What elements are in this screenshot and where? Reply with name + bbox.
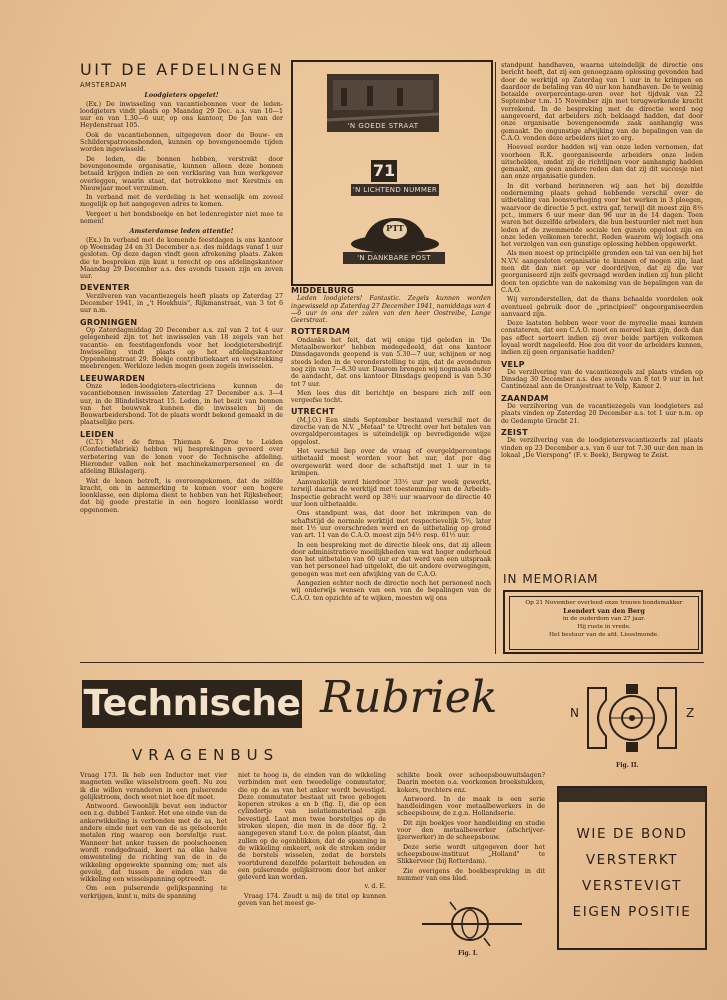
paragraph: De leden, die bonnen hebben, verstrekt door bovengenoemde organisatie, kunnen alleen deze bonnen betaald krijgen indien ze een verklaring van hun werkgever overleggen, waarin staat, dat betrokkene met Kerstmis en Nieuwjaar moet verzuimen. <box>80 155 283 192</box>
paragraph: schikte boek over scheepsbouwuitslagen? Daarin moeten o.a. voorkomen broekstukken, kokers, trechters enz. <box>397 772 545 794</box>
paragraph: Antwoord. In de maak is een serie handleidingen voor metaalbewerkers in de scheepsbouw, de z.g.n. Hollandserie. <box>397 795 545 818</box>
slogan-box <box>557 786 707 950</box>
city-heading: VELP <box>501 359 525 369</box>
paragraph: Men lees dus dit berichtje en bespare zich zelf een vergeefse tocht. <box>291 389 491 405</box>
paragraph: Vraag 174. Zoudt u mij de titel op kunnen geven van het meest ge- <box>238 892 386 908</box>
fig2-pole-n: N <box>570 706 579 720</box>
vragenbus-subtitle: VRAGENBUS <box>132 746 280 764</box>
memoriam-line: Op 21 November overleed onze trouwe bondsmakker <box>525 600 683 606</box>
section-heading: Amsterdamse leden attentie! <box>129 227 234 236</box>
memoriam-title: IN MEMORIAM <box>503 572 599 586</box>
column-divider <box>495 62 496 654</box>
city-heading: GRONINGEN <box>80 317 138 327</box>
slogan-line: VERSTERKT <box>585 852 679 868</box>
advertisement-box <box>291 60 493 286</box>
city-heading: LEEUWARDEN <box>80 373 146 383</box>
city-heading: ZAANDAM <box>501 393 549 403</box>
paragraph: Op Zaterdagmiddag 20 December a.s. zal van 2 tot 4 uur gelegenheid zijn tot het inwisselen van 18 zegels van het vacantie- en feestdagenfonds voor het loodgietersbedrijf. Inwisseling vindt plaats op het afdelingskantoor Oppenheimstraat 29. Boekje contributiekaart en verstrekking meebrengen. Werkloze leden mogen geen zegels inwisselen. <box>80 326 283 371</box>
paragraph: (M.J.O.) Een sinds September bestaand verschil met de directie van de N.V. „Metaal" te Utrecht over het betalen van overgaldpercentages is uiteindelijk op bevredigende wijze opgelost. <box>291 416 491 446</box>
number-badge: 71 <box>372 161 396 180</box>
paragraph: Het verschil liep over de vraag of overgeldpercentage uitbetaald moest worden voor het uur, dat per dag overgewerkt werd door de schaftstijd met 1 uur in te krimpen. <box>291 447 491 477</box>
paragraph: Antwoord. Gewoonlijk bevat een inductor een z.g. dubbel T-anker. Het ene einde van de ankerwikkeling is verbonden met de as, het andere einde met een van de as geïsoleerde metalen ring waarop een borsteltje rust. Wanneer het anker tussen de poolschoenen wordt rondgedraaid, keert na elke halve omwenteling de richting van de in de wikkeling opgewekte spanning om; met als gevolg, dat tussen de einden van de wikkeling een wisselspanning optreedt. <box>80 803 227 884</box>
commutator-diagram <box>580 680 684 756</box>
paragraph: Deze serie wordt uitgegeven door het scheepsbouw-instituut „Holland" te Slikkerveer (bij Rotterdam). <box>397 843 545 866</box>
street-photo <box>327 74 439 132</box>
city-heading: MIDDELBURG <box>291 287 355 295</box>
city-heading: ROTTERDAM <box>291 327 351 337</box>
paragraph: Wat de lonen betreft, is overeengekomen, dat de zelfde kracht, om in aanmerking te komen voor een hogere loonklasse, een diploma dient te hebben van het Rijksbeheer, dat bij goede prestatie in een hogere loonklasse wordt opgenomen. <box>80 477 283 514</box>
ptt-badge: PTT <box>386 223 404 233</box>
paragraph: In dit verband herinneren wij aan het bij dezelfde onderneming plaats gehad hebbende verschil over de uitbetaling van loonsverhoging voor het werken in 3 ploegen, waarvoor de directie 5 pct. extra gaf, terwijl dit moest zijn 8⅓ pct., immers 6 uur meer dan 96 uur in de 14 dagen. Toen waren het dezelfde arbeiders, die hun bestuurder niet met hun leden af de zwemmende sociale ten gunste opgelost zijn en onze leden volkomen terecht. Reden waarom wij logisch ons het verzolgen van een gunstige oplossing hebben opgewerkt. <box>501 182 703 249</box>
memoriam-inner <box>509 596 699 650</box>
figure-caption: Fig. I. <box>458 950 478 957</box>
ad-caption: 'N DANKBARE POST <box>343 252 445 264</box>
commutator-sketch <box>420 900 524 948</box>
paragraph: Leden loodgieters! Fantastic. Zegels kunnen worden ingewisseld op Zaterdag 27 December 1941, namiddags van 4—6 uur in ons der zalen van den heer Oostreibe, Lange Geerstraat. <box>291 295 491 325</box>
paragraph: (Ex.) In verband met de komende feestdagen is ons kantoor op Woensdag 24 en 31 December a.s. des middags vanaf 1 uur gesloten. Op deze dagen vindt geen afrekening plaats. Zaken die te bespreken zijn kunt u terecht op ons afdelingskantoor Maandag 29 December a.s. des avonds tussen zijn en zeven uur. <box>80 236 283 281</box>
paragraph: Om een pulserende gelijkspanning te verkrijgen, kunt u, mits de spanning <box>80 885 227 900</box>
page-title: UIT DE AFDELINGEN <box>80 60 284 79</box>
paragraph: (Ex.) De inwisseling van vacantiebonnen voor de leden-loodgieters vindt plaats op Maandag 29 Dec. a.s. van 10—1 uur en van 1.30—6 uur, op ons kantoor, De Jan van der Heydenstraat 105. <box>80 100 283 130</box>
paragraph: Deze laatsten hebben weer voor de myreelie maai kunnen constateren, dat een C.A.O. moet en moreel kan zijn, doch dan pas effect sorteert indien zij over beide partijen volkomen loyaal wordt nageleefd. Hoe zou dit voor de arbeiders kunnen, indien zij geen organisatie hadden? <box>501 320 703 357</box>
ad-caption: 'N GOEDE STRAAT <box>347 122 419 130</box>
fig2-pole-z: Z <box>686 706 695 720</box>
memoriam-line: Het bestuur van de afd. Lisselmonde. <box>548 632 660 638</box>
left-column <box>80 82 283 654</box>
postman-cap-icon <box>349 214 441 256</box>
paragraph: standpunt handhaven, waarna uiteindelijk de directie ons bericht heeft, dat zij een genoegzaam oplossing gevonden had door de werktijd op Zaterdag van 1 uur in te krimpen en daardoor de betaling van 40 uur kon handhaven. De te weinig betaalde overpercentage-uren over het tijdvak van 22 September t.m. 15 November zijn met terugwerkende kracht verrekend. In de bespreking met de directie werd nog aangevoerd, dat arbeiders zich beklaagd hadden, dat door onze organisatie bovengenoemde zaak aanhangig was gemaakt. De ongunstige afwijking van de bepalingen van de C.A.O. vonden deze arbeiders niet zo erg. <box>501 62 703 142</box>
paragraph: Vergeet u het bondsboekje en het ledenregister niet mee te nemen! <box>80 210 283 226</box>
paragraph: Als men moest op principiële gronden een tal van een bij het N.V.V. aangesloten organisatie te kunnen of mogen zijn, laat men dit dan niet op ver doordrijven, dat zij die ver georganiseerd zijn zelfs gevraagd worden indien zij hun plicht doen ten opzichte van de nakoming van de bepalingen van de C.A.O. <box>501 250 703 294</box>
memoriam-line: Hij ruste in vrede. <box>577 624 631 630</box>
right-column <box>501 62 703 564</box>
paragraph: De verzilvering van de vacantiezegels van loodgieters zal plaats vinden op Zaterdag 20 December a.s. tot 1 uur n.m. op de Gedempte Gracht 21. <box>501 403 703 425</box>
city-heading: LEIDEN <box>80 429 115 439</box>
figure-2 <box>558 680 704 769</box>
signature: v. d. E. <box>364 883 386 891</box>
paragraph: (C.T.) Met de firma Thieman & Droe te Leiden (Confectiefabriek) hebben wij besprekingen gevoerd over verbetering van de lonen voor de Technische afdeling. Hieronder vallen ook het machinekamerpersoneel en de afdeling Blikslagerij. <box>80 439 283 476</box>
paragraph: De verzilvering van de loodgietersvacantiezerls zal plaats vinden op 23 December a.s. van 6 uur tot 7.30 uur den man in lokaal „De Vierspong" (F. v. Beek), Bergweg te Zeist. <box>501 437 703 459</box>
ad-caption: 'N LICHTEND NUMMER <box>352 186 438 194</box>
paragraph: Hoeveel eerder hadden wij van onze leden vernomen, dat voorheen R.K. georganiseerde arbeiders onze leden uitschelden, omdat zij de richtlijnen voor aanhangig hadden gemaakt, om geen andere reden dan dat zij dit succesje niet aan onze organisatie gunden. <box>501 144 703 181</box>
section-divider <box>80 662 704 663</box>
city-heading: ZEIST <box>501 427 528 437</box>
slogan-line: VERSTEVIGT <box>582 878 682 894</box>
paragraph: De verzilvering van de vacantiezegels zal plaats vinden op Dinsdag 30 December a.s. des avonds van 8 tot 9 uur in het Cantinezaal aan de Oranjestraat te Velp, Kamer 2. <box>501 368 703 391</box>
paragraph: Dit zijn boekjes voor handleiding en studie voor den metaalbewerker (afschrijver-ijzerwerker) in de scheepsbouw. <box>397 819 545 842</box>
paragraph: In een bespreking met de directie bleek ons, dat zij alleen door administratieve moeilijkheden van wat hoger onderhoud van het uitbetalen van 60 uur er dat werd van een uitspraak van het personeel had uitgelokt, die uit andere overwegingen, genegen was met een afwijking van de C.A.O. <box>291 541 491 578</box>
memoriam-line: in de ouderdom van 27 jaar. <box>562 616 646 622</box>
paragraph: Wij veronderstellen, dat de thans behaalde voordelen ook eventueel gebruik door de „principieel" ongeorganiseerden aanvaard zijn. <box>501 296 703 318</box>
section-heading: Loodgieters opgelet! <box>144 91 219 100</box>
paragraph: Zie overigens de boekbespreking in dit nummer van ons blad. <box>397 867 545 882</box>
city-amsterdam: AMSTERDAM <box>80 82 127 89</box>
paragraph: Aanvankelijk werd hierdoor 33½ uur per week gewerkt, terwijl daarna de werktijd met toestemming van de Arbeids-Inspectie gebracht werd op 38½ uur waarvoor de directie 40 uur loon uitbetaalde. <box>291 479 491 509</box>
middle-column <box>291 287 491 655</box>
paragraph: Verzilveren van vacantiezegels heeft plaats op Zaterdag 27 December 1941, in „'t Hoekhuis", Rijkmanstraat, van 3 tot 6 uur n.m. <box>80 292 283 315</box>
rubriek-title: Rubriek <box>320 672 498 723</box>
paragraph: Vraag 173. Ik heb een Inductor met vier magneten welke wisselstroom geeft. Nu zou ik die willen veranderen in een pulserende gelijkstroom, doch weet niet hoe dit moet. <box>80 772 227 801</box>
slogan-line: WIE DE BOND <box>576 826 688 842</box>
tech-column-3 <box>397 772 545 900</box>
paragraph: Ons standpunt was, dat door het inkrimpen van de schaftstijd de normale werktijd met respectievelijk 5½, later met 1½ uur overschreden werd en de uitbetaling op grond van art. 11 van de C.A.O. moest zijn 54½ resp. 61½ uur. <box>291 510 491 540</box>
paragraph: Aangezien echter noch de directie noch het personeel noch wij onderwijs wensen van een van de bepalingen van de C.A.O. ten opzichte af te wijken, moesten wij ons <box>291 579 491 602</box>
city-heading: DEVENTER <box>80 283 130 293</box>
technische-plate: Technische <box>82 680 302 728</box>
paragraph: niet te hoog is, de einden van de wikkeling verbinden met een tweedelige commutator, die op de as van het anker wordt bevestigd. Deze commutator bestaat uit twee gebogen koperen strokes a en b (fig. I), die op een cylindertje van isolatiemateriaal zijn bevestigd. Laat men twee borsteltjes op de stroken slepen, die men in de door fig. 2 aangegeven stand t.o.v. de polen plaatst, dan zullen op de ogenblikken, dat de spanning in de wikkeling omkeert, ook de stroken onder de borstels wisselen, zodat de borstels voortdurend dezelfde polariteit behouden en een pulserende gelijkstroom door het anker geleverd kan worden. <box>238 772 386 882</box>
figure-caption: Fig. II. <box>616 762 639 769</box>
slogan-band <box>559 788 705 802</box>
city-heading: UTRECHT <box>291 407 335 417</box>
paragraph: Onze leden-loodgieters-electriciens kunnen de vacantiebonnen inwisselen Zaterdag 27 December a.s. 3—4 uur, in de Blindeliststraat 15. Leden, in het bezit van bonnen van het bouwvak kunnen die inwisselen bij de Bouwarbeidersbond. Tot de plaats wordt bekend gemaakt in de plaatselijke pers. <box>80 382 283 427</box>
paragraph: Ook de vacantiebonnen, uitgegeven door de Bouw- en Schilderspatroonsbonden, kunnen op bovengenoemde tijden worden ingewisseld. <box>80 131 283 154</box>
slogan-line: EIGEN POSITIE <box>572 904 692 920</box>
paragraph: In verband met de verdeling is het wenselijk om zoveel mogelijk op het aangegeven adres te komen. <box>80 194 283 209</box>
tech-column-2 <box>238 772 386 958</box>
memoriam-name: Leendert van den Berg <box>563 607 645 615</box>
paragraph: Ondanks het feit, dat wij enige tijd geleden in 'De Metaalbewerker' hebben medegedeeld, dat ons kantoor Dinsdagavonds geopend is van 5.30—7 uur, schijnen er nog steeds leden in de veronderstelling te zijn, dat de avonduren nog zijn van 7—8.30 uur. Daarom brengen wij nogmaals onder de aandacht, dat ons kantoor Dinsdags geopend is van 5.30 tot 7 uur. <box>291 336 491 388</box>
memoriam-box <box>503 590 703 654</box>
tech-column-1 <box>80 772 227 958</box>
